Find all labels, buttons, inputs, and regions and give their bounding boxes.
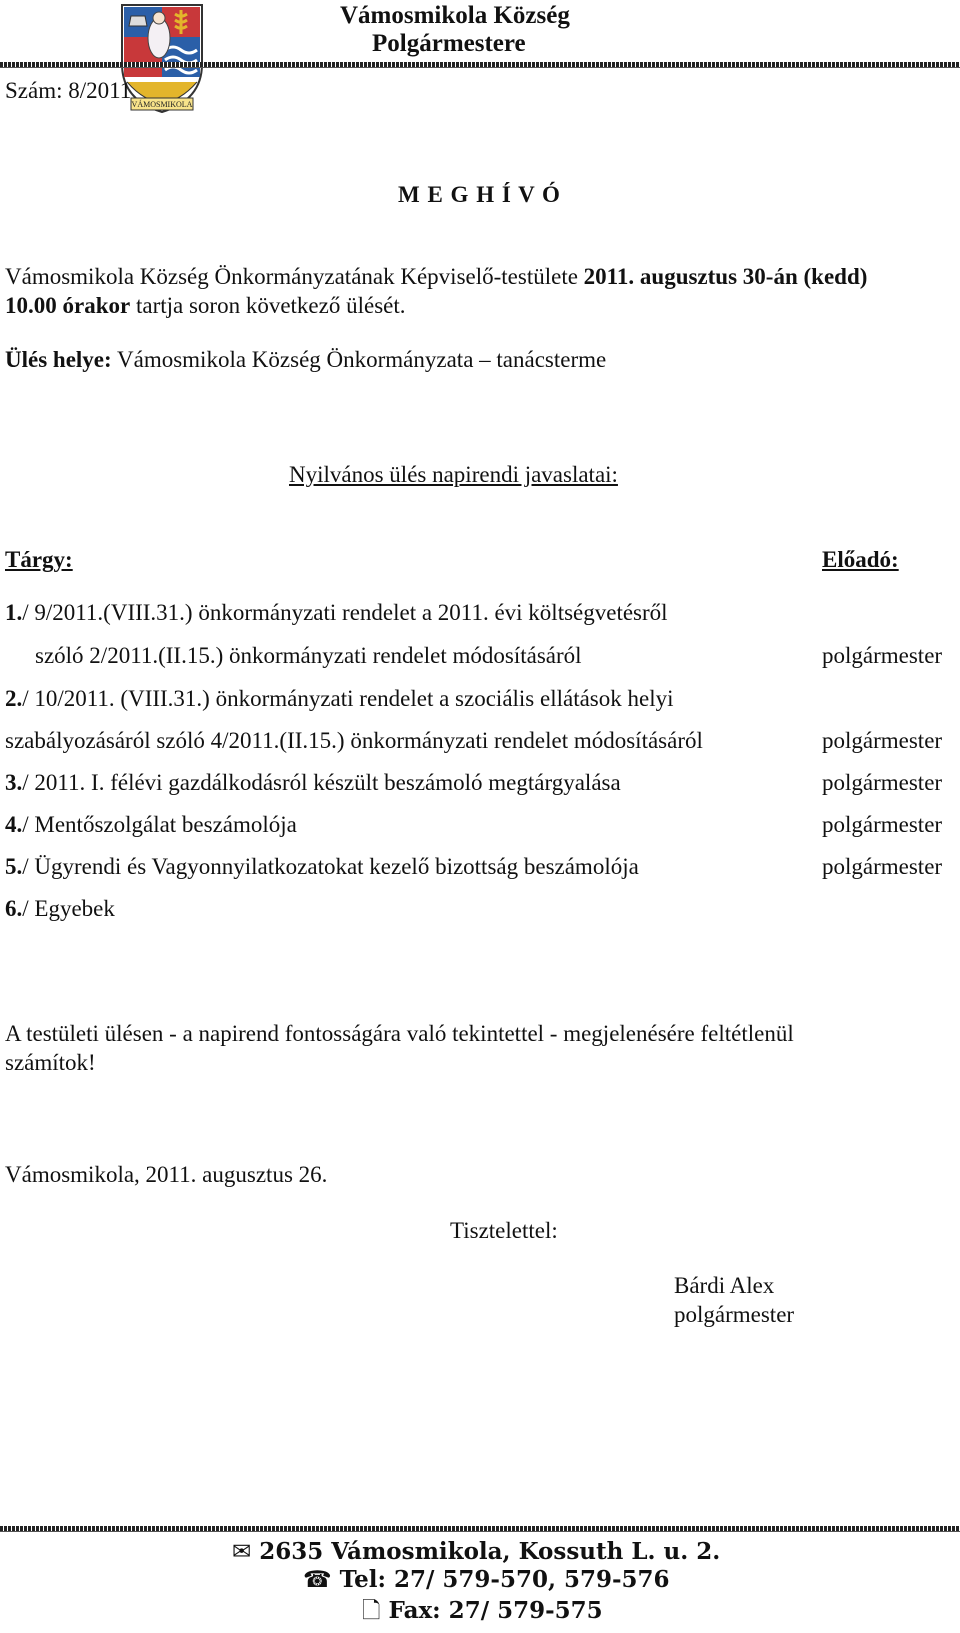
column-presenter: Előadó: xyxy=(822,547,899,572)
footer-tel xyxy=(303,1566,670,1593)
agenda-item-1 xyxy=(5,598,668,628)
signature-name: Bárdi Alex xyxy=(674,1273,775,1298)
place-date: Vámosmikola, 2011. augusztus 26. xyxy=(5,1162,328,1187)
agenda-item-2 xyxy=(5,684,674,714)
agenda-item-4 xyxy=(5,810,297,840)
footer-address xyxy=(232,1538,720,1565)
item-text: / 10/2011. (VIII.31.) önkormányzati rendelet a szociális ellátások helyi xyxy=(22,686,674,711)
agenda-item-2-cont: szabályozásáról szóló 4/2011.(II.15.) önkormányzati rendelet módosításáról xyxy=(5,728,703,753)
venue xyxy=(5,345,606,375)
signature-title: polgármester xyxy=(674,1302,795,1327)
venue-label: Ülés helye: xyxy=(5,347,112,372)
intro-line-1 xyxy=(5,262,867,292)
greeting: Tisztelettel: xyxy=(450,1218,558,1243)
agenda-item-3 xyxy=(5,768,621,798)
item-text: / Egyebek xyxy=(22,896,115,921)
coat-of-arms xyxy=(119,2,205,120)
intro-text: Vámosmikola Község Önkormányzatának Képviselő-testülete xyxy=(5,264,584,289)
document-title: M E G H Í V Ó xyxy=(398,182,561,207)
document-icon: 🗋 xyxy=(362,1598,381,1624)
item-presenter: polgármester xyxy=(822,854,943,879)
item-text: / Ügyrendi és Vagyonnyilatkozatokat kezelő bizottság beszámolója xyxy=(22,854,639,879)
item-number: 5. xyxy=(5,854,23,879)
tel-text: Tel: 27/ 579-570, 579-576 xyxy=(339,1566,670,1593)
item-text: / 9/2011.(VIII.31.) önkormányzati rendelet a 2011. évi költségvetésről xyxy=(22,600,668,625)
address-text: 2635 Vámosmikola, Kossuth L. u. 2. xyxy=(259,1538,721,1565)
column-subject: Tárgy: xyxy=(5,547,73,572)
item-number: 6. xyxy=(5,896,23,921)
footer-rule xyxy=(0,1526,960,1531)
header-municipality: Vámosmikola Község xyxy=(340,2,570,29)
intro-line-2 xyxy=(5,291,406,321)
svg-text:VÁMOSMIKOLA: VÁMOSMIKOLA xyxy=(131,100,193,109)
item-number: 1. xyxy=(5,600,23,625)
item-presenter: polgármester xyxy=(822,728,943,753)
item-text: / Mentőszolgálat beszámolója xyxy=(22,812,297,837)
meeting-time: 10.00 órakor xyxy=(5,293,131,318)
telephone-icon: ☎ xyxy=(303,1567,332,1593)
closing-line-2: számítok! xyxy=(5,1050,96,1075)
document-number: Szám: 8/2011 xyxy=(5,78,132,103)
agenda-item-1-cont: szóló 2/2011.(II.15.) önkormányzati rendelet módosításáról xyxy=(35,643,582,668)
closing-line-1: A testületi ülésen - a napirend fontosságára való tekintettel - megjelenésére feltétlenül xyxy=(5,1021,794,1046)
item-number: 2. xyxy=(5,686,23,711)
venue-value: Vámosmikola Község Önkormányzata – tanácsterme xyxy=(111,347,607,372)
item-presenter: polgármester xyxy=(822,770,943,795)
agenda-item-6 xyxy=(5,894,115,924)
envelope-icon: ✉ xyxy=(232,1539,252,1565)
header-office: Polgármestere xyxy=(372,30,526,57)
fax-text: Fax: 27/ 579-575 xyxy=(388,1597,603,1624)
agenda-heading: Nyilvános ülés napirendi javaslatai: xyxy=(289,462,618,487)
footer-fax xyxy=(362,1594,603,1633)
item-number: 3. xyxy=(5,770,23,795)
meeting-date: 2011. augusztus 30-án (kedd) xyxy=(583,264,868,289)
item-presenter: polgármester xyxy=(822,643,943,668)
agenda-item-5 xyxy=(5,852,639,882)
intro-text-2: tartja soron következő ülését. xyxy=(130,293,406,318)
item-presenter: polgármester xyxy=(822,812,943,837)
header-rule xyxy=(0,62,960,67)
item-number: 4. xyxy=(5,812,23,837)
item-text: / 2011. I. félévi gazdálkodásról készült beszámoló megtárgyalása xyxy=(22,770,621,795)
